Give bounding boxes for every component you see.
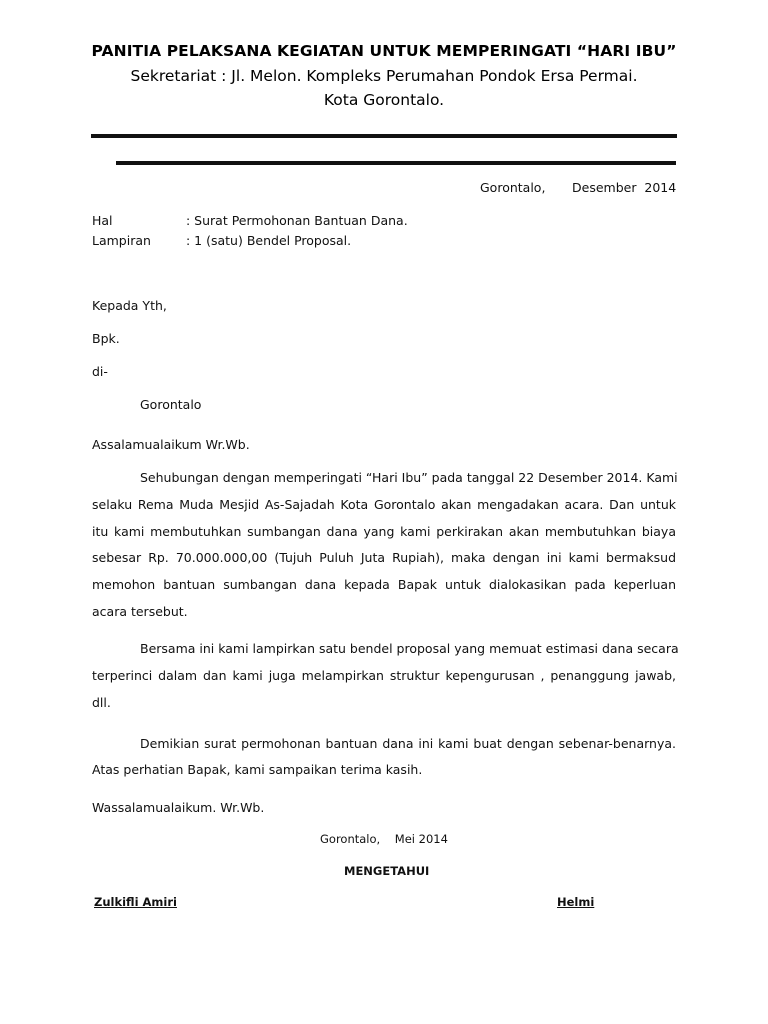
recipient-kepada: Kepada Yth, (92, 298, 167, 313)
hal-label: Hal (92, 213, 113, 228)
header-city: Kota Gorontalo. (323, 91, 445, 109)
paragraph2-line: Bersama ini kami lampirkan satu bendel proposal yang memuat estimasi dana secara (140, 641, 679, 656)
paragraph1-line: memohon bantuan sumbangan dana kepada Bapak untuk dialokasikan pada keperluan (92, 577, 676, 592)
recipient-bpk: Bpk. (92, 331, 120, 346)
closing: Wassalamualaikum. Wr.Wb. (92, 800, 265, 815)
paragraph1-line: sebesar Rp. 70.000.000,00 (Tujuh Puluh Juta Rupiah), maka dengan ini kami bermaksud (92, 550, 676, 565)
lampiran-label: Lampiran (92, 233, 151, 248)
lampiran-value: : 1 (satu) Bendel Proposal. (186, 233, 352, 248)
signature-left-name: Zulkifli Amiri (94, 895, 177, 909)
paragraph2-line: terperinci dalam dan kami juga melampirkan struktur kepengurusan , penanggung jawab, (92, 668, 676, 683)
date-month-year: Desember 2014 (572, 180, 677, 195)
signature-right-name: Helmi (557, 895, 595, 909)
date-place: Gorontalo, (480, 180, 546, 195)
paragraph3-line: Demikian surat permohonan bantuan dana ini kami buat dengan sebenar-benarnya. (140, 736, 676, 751)
recipient-city: Gorontalo (140, 397, 202, 412)
paragraph1-line: itu kami membutuhkan sumbangan dana yang kami perkirakan akan membutuhkan biaya (92, 524, 676, 539)
paragraph1-line: acara tersebut. (92, 604, 188, 619)
hal-value: : Surat Permohonan Bantuan Dana. (186, 213, 408, 228)
header-organization: PANITIA PELAKSANA KEGIATAN UNTUK MEMPERINGATI “HARI IBU” (91, 42, 677, 60)
paragraph2-line: dll. (92, 695, 111, 710)
signature-mengetahui: MENGETAHUI (344, 864, 430, 878)
paragraph3-line: Atas perhatian Bapak, kami sampaikan terima kasih. (92, 762, 423, 777)
signature-place-date: Gorontalo, Mei 2014 (320, 832, 448, 846)
greeting: Assalamualaikum Wr.Wb. (92, 437, 250, 452)
header-divider-top (91, 134, 677, 138)
paragraph1-line: Sehubungan dengan memperingati “Hari Ibu” pada tanggal 22 Desember 2014. Kami (140, 470, 678, 485)
header-divider-bottom (116, 161, 676, 165)
recipient-di: di- (92, 364, 108, 379)
header-secretariat: Sekretariat : Jl. Melon. Kompleks Perumahan Pondok Ersa Permai. (130, 67, 638, 85)
paragraph1-line: selaku Rema Muda Mesjid As-Sajadah Kota Gorontalo akan mengadakan acara. Dan untuk (92, 497, 676, 512)
